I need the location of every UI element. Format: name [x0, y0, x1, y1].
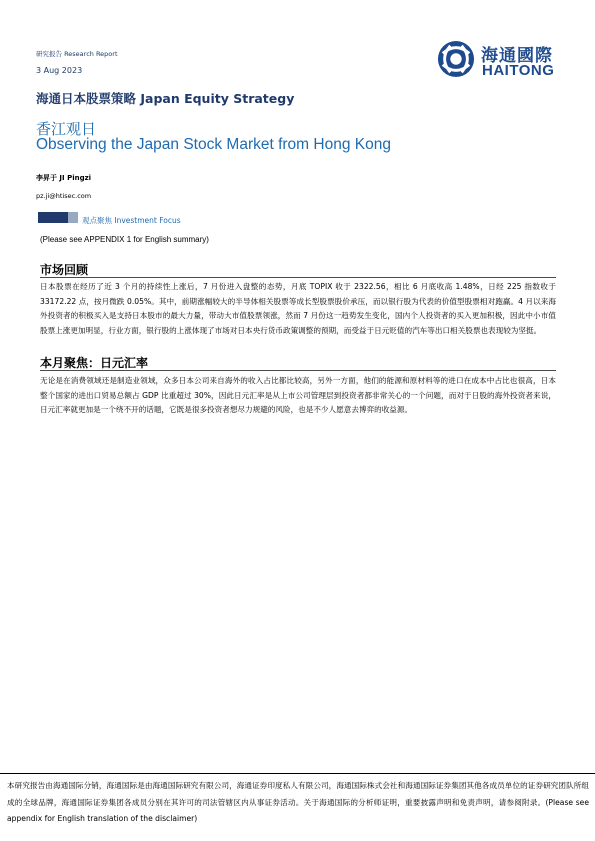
section-divider [40, 370, 556, 371]
focus-marker [38, 212, 68, 223]
logo-text-en: HAITONG [482, 62, 555, 79]
section-body-market-review: 日本股票在经历了近 3 个月的持续性上涨后，7 月份进入盘整的态势，月底 TOPIX 收于 2322.56，相比 6 月底收高 1.48%，日经 225 指数收于 33172.22 点，按月微跌 0.05%。其中，前期涨幅较大的半导体相关股票等成长型股票股价承压，而以银行股为代表的价值型股票相对跑赢。4 月以来海外投资者的积极买入是支持日本股市的最大力量，带动大市值股票领涨，然而 7 月份这一趋势发生变化，国内个人投资者的买入更加积极，因此中小市值股票上涨更加明显，行业方面，银行股的上涨体现了市场对日本央行货币政策调整的预期，而受益于日元贬值的汽车等出口相关股票也表现较为坚挺。 [40, 282, 556, 335]
haitong-emblem-icon [437, 40, 475, 78]
page-title-en: Observing the Japan Stock Market from Hong Kong [36, 136, 391, 153]
focus-label: 观点聚焦 Investment Focus [82, 216, 181, 225]
strategy-title: 海通日本股票策略 Japan Equity Strategy [36, 91, 295, 106]
logo-text-zh: 海通國際 [481, 46, 553, 66]
author-email[interactable]: pz.ji@htisec.com [36, 192, 92, 200]
haitong-logo [437, 40, 559, 80]
appendix-note: (Please see APPENDIX 1 for English summary) [40, 235, 209, 244]
focus-marker-light [68, 212, 78, 223]
section-body-monthly-focus: 无论是在消费领域还是制造业领域，众多日本公司来自海外的收入占比都比较高，另外一方面，他们的能源和原材料等的进口在成本中占比也很高，日本整个国家的进出口贸易总额占 GDP 比重超过 30%，因此日元汇率是从上市公司管理层到投资者都非常关心的一个问题，而对于日股的海外投资者来说，日元汇率就更加是一个绕不开的话题，它既是很多投资者想尽力规避的风险，也是不少人愿意去博弈的收益源。 [40, 376, 556, 415]
footer-disclaimer: 本研究报告由海通国际分销，海通国际是由海通国际研究有限公司，海通证券印度私人有限公司，海通国际株式会社和海通国际证券集团其他各成员单位的证券研究团队所组成的全球品牌，海通国际证券集团各成员分别在其许可的司法管辖区内从事证券活动。关于海通国际的分析师证明，重要披露声明和免责声明，请参阅附录。(Please see appendix for English translation of the disclaimer) [7, 781, 589, 823]
page-title-zh: 香江观日 [36, 120, 97, 138]
section-title-market-review: 市场回顾 [40, 263, 89, 277]
author-name: 李昇于 JI Pingzi [36, 174, 92, 182]
section-divider [40, 277, 556, 278]
report-date: 3 Aug 2023 [36, 66, 83, 75]
report-type: 研究报告 Research Report [36, 50, 118, 58]
footer-divider [0, 773, 595, 774]
section-title-monthly-focus: 本月聚焦：日元汇率 [40, 356, 149, 370]
